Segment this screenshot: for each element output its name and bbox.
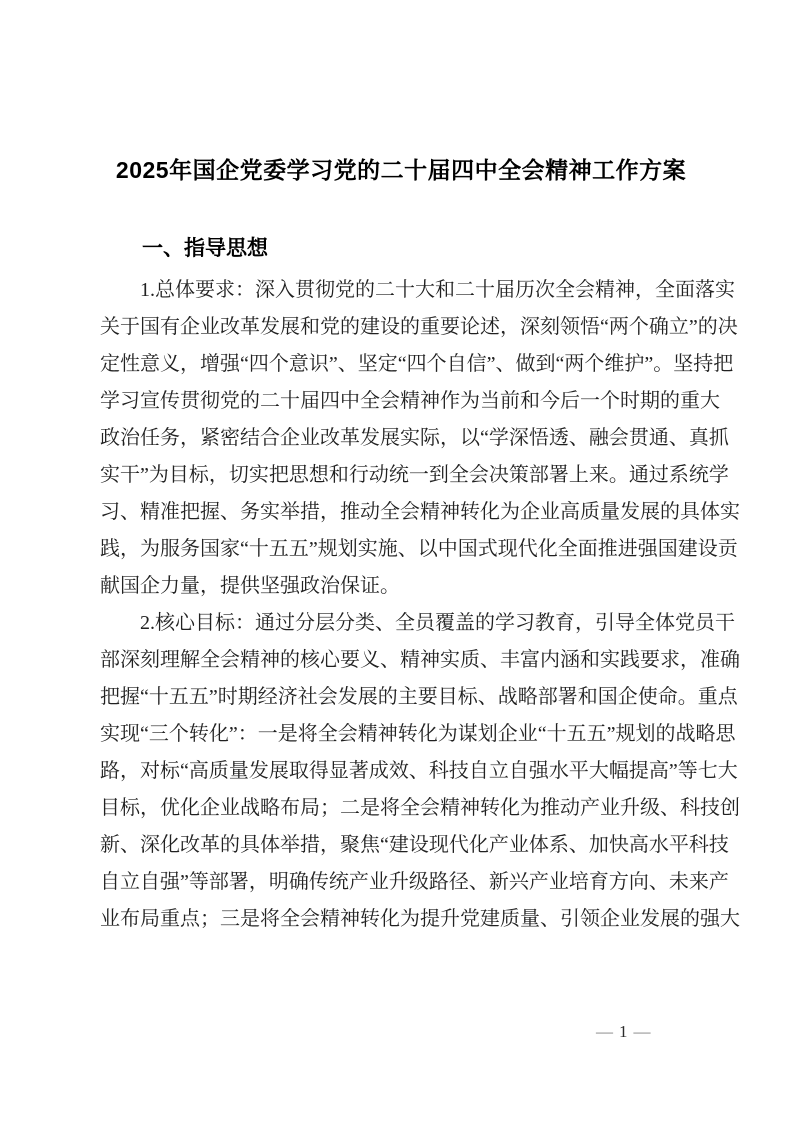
text-line: 部深刻理解全会精神的核心要义、精神实质、丰富内涵和实践要求，准确 <box>100 649 740 671</box>
text-line: 政治任务，紧密结合企业改革发展实际，以“学深悟透、融会贯通、真抓 <box>100 427 729 449</box>
page-number: 1 <box>619 1022 628 1041</box>
text-line: 实现“三个转化”：一是将全会精神转化为谋划企业“十五五”规划的战略思 <box>100 723 736 745</box>
text-line: 路，对标“高质量发展取得显著成效、科技自立自强水平大幅提高”等七大 <box>100 760 738 782</box>
footer-right-dash: — <box>633 1022 651 1041</box>
text-line: 实干”为目标，切实把思想和行动统一到全会决策部署上来。通过系统学 <box>100 464 729 486</box>
text-line: 1.总体要求：深入贯彻党的二十大和二十届历次全会精神，全面落实 <box>140 279 735 301</box>
section-heading-guiding-ideology: 一、指导思想 <box>142 237 268 260</box>
text-line: 2.核心目标：通过分层分类、全员覆盖的学习教育，引导全体党员干 <box>140 612 735 634</box>
text-line: 把握“十五五”时期经济社会发展的主要目标、战略部署和国企使命。重点 <box>100 686 738 708</box>
text-line: 学习宣传贯彻党的二十届四中全会精神作为当前和今后一个时期的重大 <box>100 390 720 412</box>
text-line: 新、深化改革的具体举措，聚焦“建设现代化产业体系、加快高水平科技 <box>100 834 729 856</box>
document-title: 2025年国企党委学习党的二十届四中全会精神工作方案 <box>115 157 687 183</box>
text-line: 目标，优化企业战略布局；二是将全会精神转化为推动产业升级、科技创 <box>100 797 740 819</box>
text-line: 自立自强”等部署，明确传统产业升级路径、新兴产业培育方向、未来产 <box>100 871 729 893</box>
text-line: 定性意义，增强“四个意识”、坚定“四个自信”、做到“两个维护”。坚持把 <box>100 353 734 375</box>
text-line: 业布局重点；三是将全会精神转化为提升党建质量、引领企业发展的强大 <box>100 908 740 930</box>
text-line: 关于国有企业改革发展和党的建设的重要论述，深刻领悟“两个确立”的决 <box>100 316 738 338</box>
paragraph-overall-requirements <box>100 272 740 605</box>
paragraph-core-goals <box>100 605 740 938</box>
text-line: 习、精准把握、务实举措，推动全会精神转化为企业高质量发展的具体实 <box>100 501 740 523</box>
text-line: 践，为服务国家“十五五”规划实施、以中国式现代化全面推进强国建设贡 <box>100 538 738 560</box>
page-number-footer <box>590 1020 657 1044</box>
footer-left-dash: — <box>596 1022 613 1041</box>
text-line: 献国企力量，提供坚强政治保证。 <box>100 575 400 597</box>
document-body <box>100 0 740 938</box>
